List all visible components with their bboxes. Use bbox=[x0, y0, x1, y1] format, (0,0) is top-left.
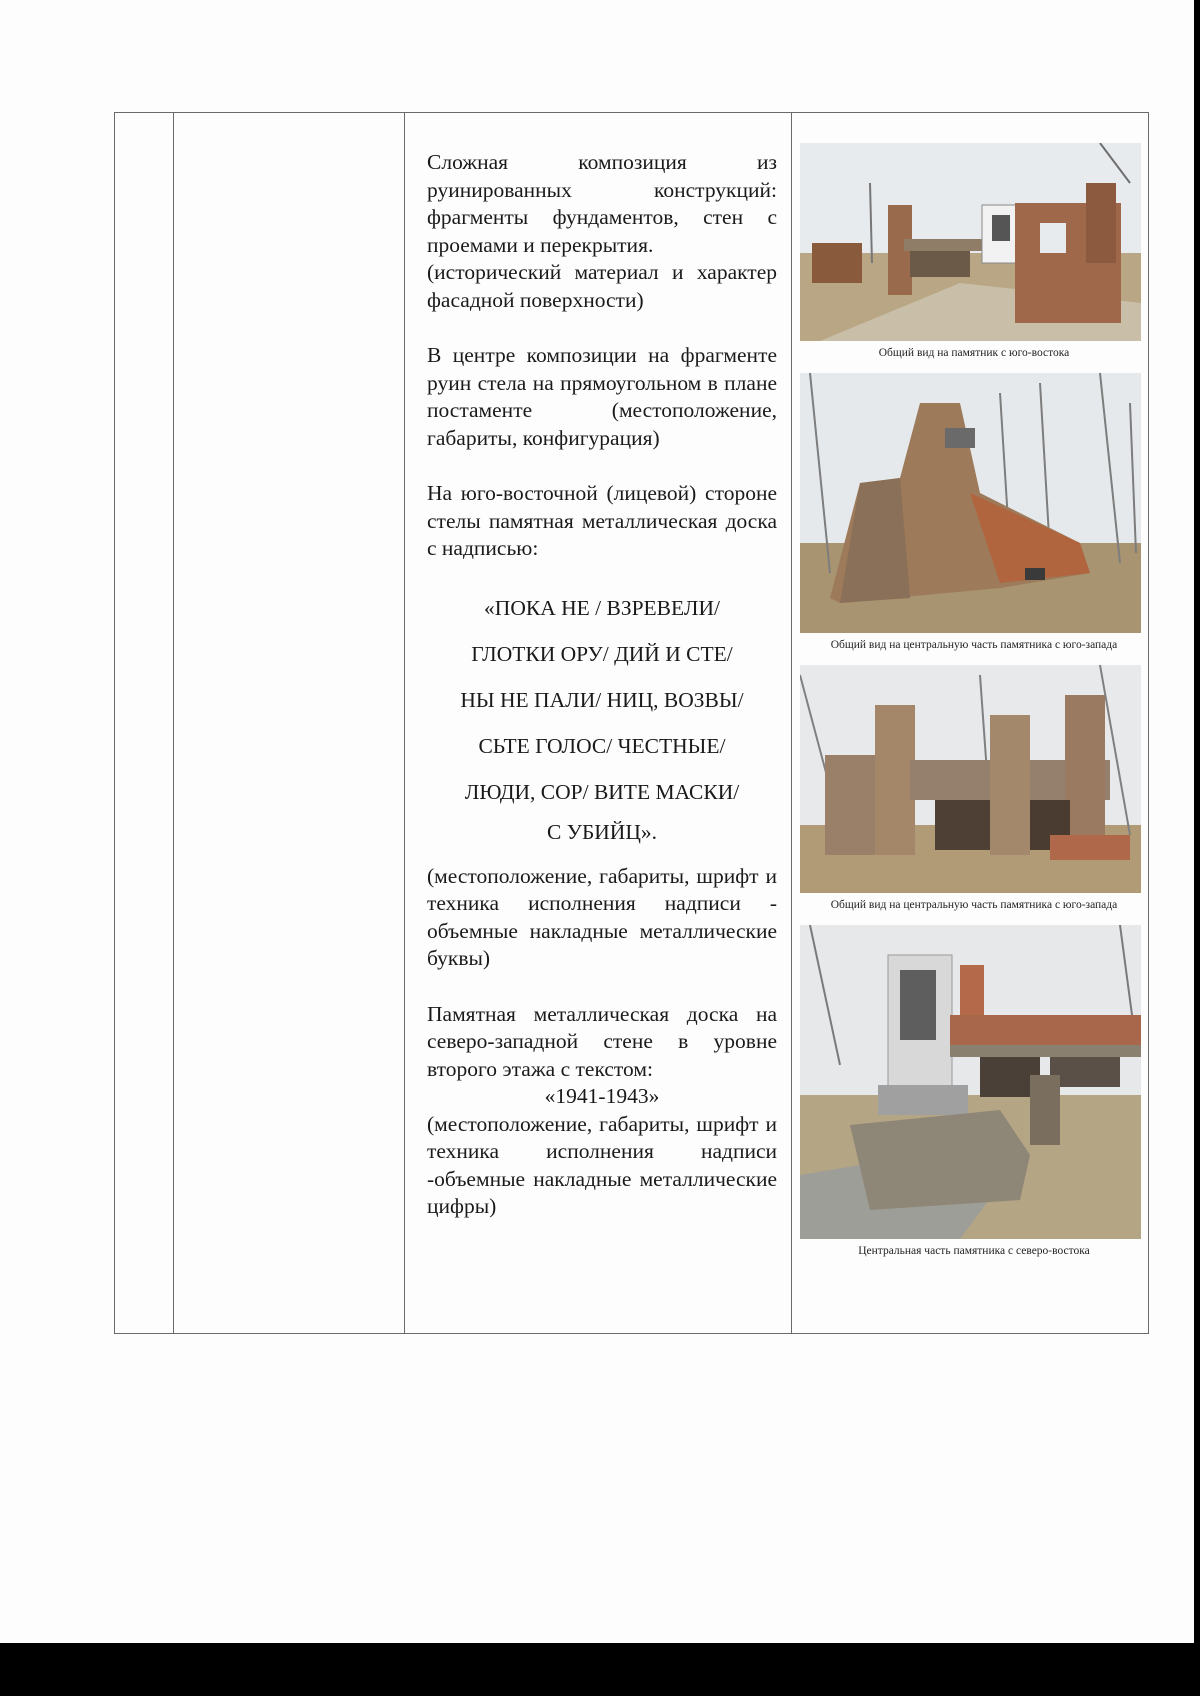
plaque-inscription bbox=[427, 585, 777, 849]
description-paragraph: На юго-восточной (лицевой) стороне стелы памятная металлическая доска с надписью: bbox=[427, 481, 777, 560]
photo-block bbox=[800, 373, 1148, 653]
description-cell bbox=[405, 113, 792, 1334]
photo-block bbox=[800, 665, 1148, 913]
description-note: (исторический материал и характер фасадной поверхности) bbox=[427, 260, 777, 312]
monument-photo-northeast bbox=[800, 925, 1141, 1239]
photo-block bbox=[800, 925, 1148, 1259]
monument-photo-southeast bbox=[800, 143, 1141, 341]
monument-photo-center bbox=[800, 665, 1141, 893]
inscription-line: ГЛОТКИ ОРУ/ ДИЙ И СТЕ/ bbox=[471, 641, 733, 666]
description-paragraph: Памятная металлическая доска на северо-западной стене в уровне второго этажа с текстом: bbox=[427, 1001, 777, 1081]
description-paragraph: В центре композиции на фрагменте руин стела на прямоугольном в плане постаменте (местоположение, габариты, конфигурация) bbox=[427, 343, 777, 450]
photo-block bbox=[800, 143, 1148, 361]
photo-caption: Общий вид на центральную часть памятника с юго-запада bbox=[830, 639, 1118, 651]
name-cell bbox=[174, 113, 405, 1334]
inscription-line: СЬТЕ ГОЛОС/ ЧЕСТНЫЕ/ bbox=[478, 733, 726, 758]
photo-caption: Общий вид на памятник с юго-востока bbox=[878, 347, 1070, 359]
monument-table bbox=[114, 112, 1149, 1334]
table-row bbox=[115, 113, 1149, 1334]
inscription-line: С УБИЙЦ». bbox=[547, 819, 657, 844]
photos-cell bbox=[792, 113, 1149, 1334]
inscription-line: ЛЮДИ, СОР/ ВИТЕ МАСКИ/ bbox=[464, 779, 740, 804]
photo-caption: Центральная часть памятника с северо-востока bbox=[858, 1245, 1090, 1257]
description-paragraph: Сложная композиция из руинированных конструкций: фрагменты фундаментов, стен с проемами и перекрытия. bbox=[427, 150, 777, 257]
inscription-line: НЫ НЕ ПАЛИ/ НИЦ, ВОЗВЫ/ bbox=[460, 687, 744, 712]
inscription-line: «ПОКА НЕ / ВЗРЕВЕЛИ/ bbox=[484, 595, 720, 620]
photo-caption: Общий вид на центральную часть памятника с юго-запада bbox=[830, 899, 1118, 911]
number-cell bbox=[115, 113, 174, 1334]
plaque-dates: «1941-1943» bbox=[544, 1084, 660, 1108]
description-paragraph: (местоположение, габариты, шрифт и техника исполнения надписи - объемные накладные металлические буквы) bbox=[427, 863, 777, 970]
monument-photo-southwest bbox=[800, 373, 1141, 633]
description-paragraph: (местоположение, габариты, шрифт и техника исполнения надписи -объемные накладные металлические цифры) bbox=[427, 1111, 777, 1218]
